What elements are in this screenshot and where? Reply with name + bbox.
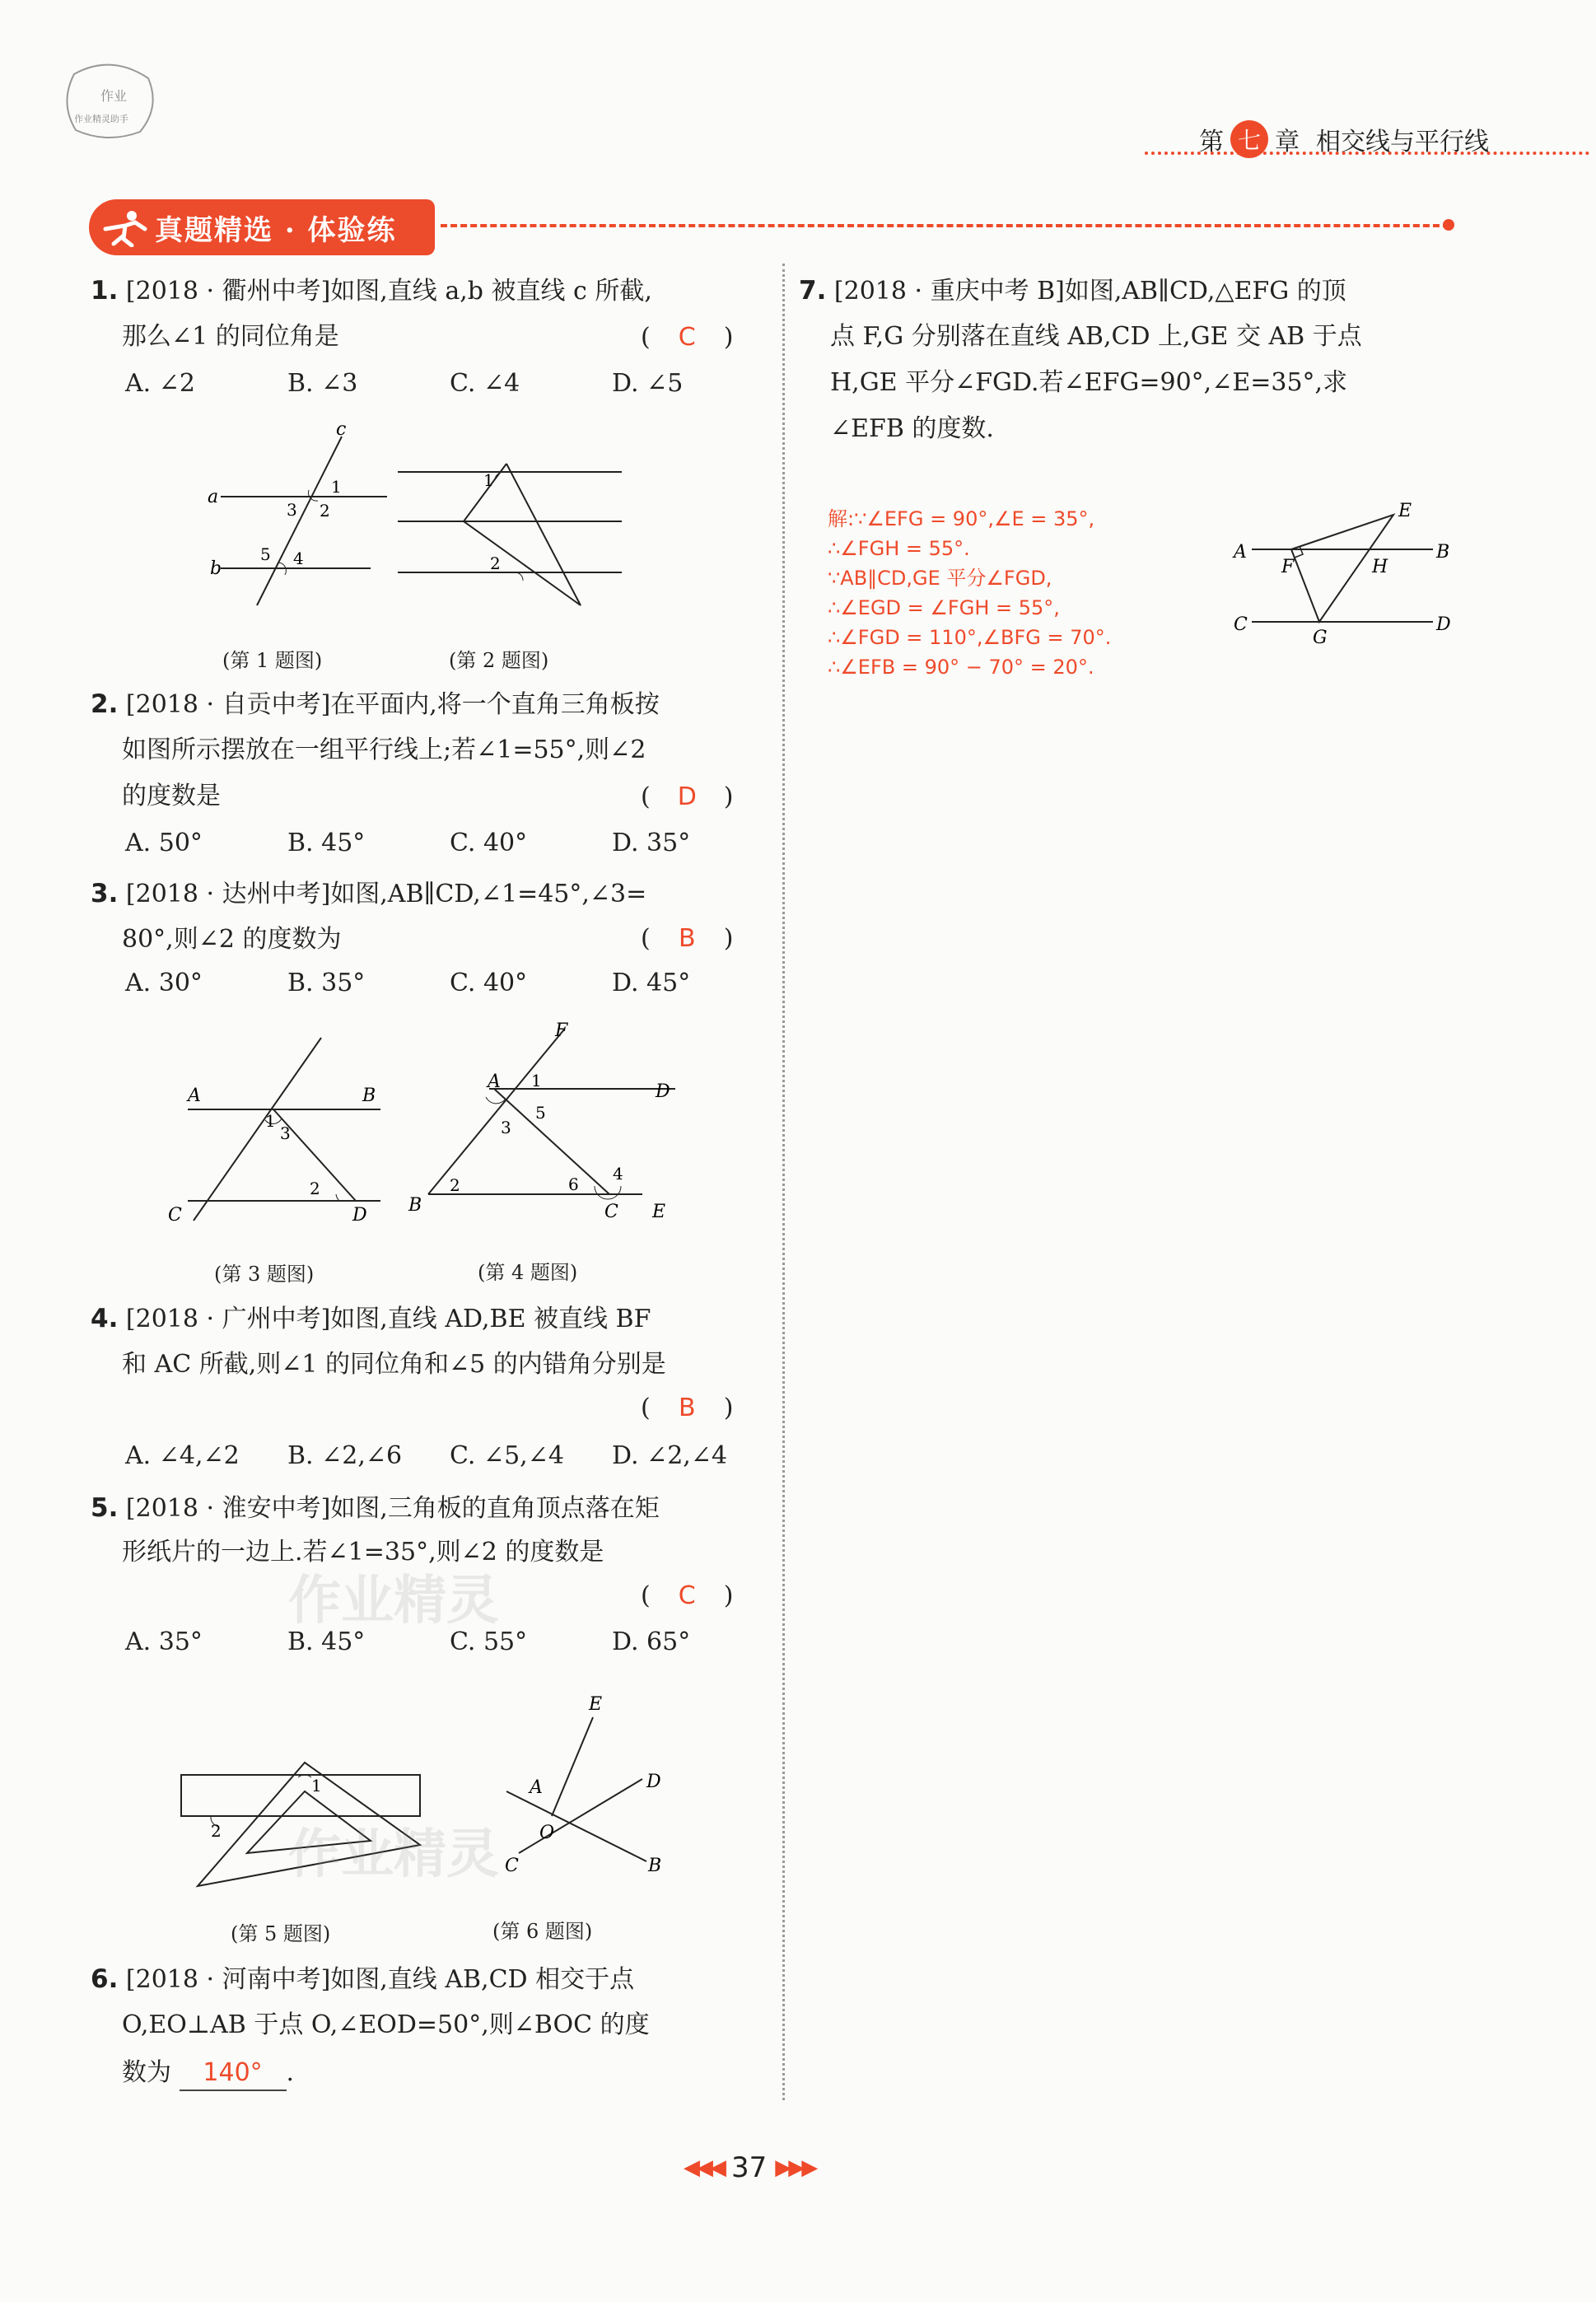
solution-line: ∴∠EFB = 90° − 70° = 20°.: [828, 656, 1094, 679]
svg-text:1: 1: [331, 477, 342, 497]
figure-1: [206, 420, 404, 618]
svg-text:2: 2: [310, 1179, 320, 1198]
chapter-title: 相交线与平行线: [1316, 128, 1489, 156]
q2-answer: D: [677, 782, 697, 811]
svg-text:A: A: [188, 1086, 201, 1106]
svg-text:F: F: [1281, 557, 1295, 577]
svg-text:2: 2: [450, 1175, 460, 1195]
q4-options: A. ∠4,∠2 B. ∠2,∠6 C. ∠5,∠4 D. ∠2,∠4: [125, 1441, 728, 1470]
header-dotted-rule: [1145, 152, 1589, 155]
q7-line2: 点 F,G 分别落在直线 AB,CD 上,GE 交 AB 于点: [830, 322, 1362, 351]
q1-answer: C: [678, 323, 696, 352]
svg-text:a: a: [208, 487, 219, 507]
q1-line1: 1. [2018 · 衢州中考]如图,直线 a,b 被直线 c 所截,: [91, 276, 652, 306]
q7-line1: 7. [2018 · 重庆中考 B]如图,AB∥CD,△EFG 的顶: [799, 276, 1346, 306]
q1-line2: 那么∠1 的同位角是: [122, 322, 339, 351]
svg-text:2: 2: [320, 501, 330, 521]
q5-line1: 5. [2018 · 淮安中考]如图,三角板的直角顶点落在矩: [91, 1493, 660, 1523]
svg-text:1: 1: [311, 1776, 322, 1795]
chapter-prefix: 第: [1199, 128, 1224, 156]
q3-line1: 3. [2018 · 达州中考]如图,AB∥CD,∠1=45°,∠3=: [91, 879, 647, 908]
svg-text:C: C: [604, 1202, 618, 1222]
svg-text:C: C: [1234, 614, 1248, 635]
q7-solution: [828, 504, 1111, 682]
svg-text:4: 4: [613, 1164, 623, 1184]
runner-icon: [99, 208, 150, 247]
figure-7: [1227, 498, 1466, 651]
svg-text:B: B: [1436, 542, 1450, 563]
svg-text:B: B: [648, 1856, 662, 1876]
q6-answer-blank: 140°: [180, 2057, 287, 2091]
figure-3: [165, 1030, 387, 1235]
q2-answer-bracket: ( D ): [641, 782, 734, 811]
svg-text:3: 3: [287, 500, 297, 520]
svg-text:3: 3: [501, 1118, 511, 1137]
solution-line: ∴∠FGD = 110°,∠BFG = 70°.: [828, 626, 1112, 649]
q4-line1: 4. [2018 · 广州中考]如图,直线 AD,BE 被直线 BF: [91, 1304, 651, 1333]
svg-text:5: 5: [260, 544, 271, 564]
caption-fig4: (第 4 题图): [478, 1261, 578, 1284]
q3-line2: 80°,则∠2 的度数为: [122, 925, 342, 954]
solution-line: ∴∠FGH = 55°.: [828, 537, 970, 560]
solution-line: ∵AB∥CD,GE 平分∠FGD,: [828, 567, 1052, 590]
svg-text:D: D: [646, 1772, 661, 1792]
svg-text:作业: 作业: [100, 88, 128, 104]
q5-answer-bracket: ( C ): [641, 1581, 734, 1610]
svg-text:H: H: [1372, 557, 1388, 577]
q3-answer-bracket: ( B ): [641, 924, 734, 953]
svg-text:1: 1: [531, 1071, 542, 1090]
q5-line2: 形纸片的一边上.若∠1=35°,则∠2 的度数是: [122, 1538, 604, 1567]
section-rule-dot: [1443, 219, 1454, 231]
q4-line2: 和 AC 所截,则∠1 的同位角和∠5 的内错角分别是: [122, 1350, 666, 1379]
q6-line3: 数为 140° .: [122, 2049, 294, 2097]
svg-text:4: 4: [293, 549, 304, 568]
chapter-number-badge: 七: [1230, 120, 1268, 158]
figure-2: [391, 449, 630, 614]
q1-options: A. ∠2 B. ∠3 C. ∠4 D. ∠5: [125, 369, 684, 398]
solution-line: 解:∵∠EFG = 90°,∠E = 35°,: [828, 507, 1095, 530]
q1-answer-bracket: ( C ): [641, 323, 734, 352]
svg-text:1: 1: [483, 470, 494, 490]
svg-text:F: F: [555, 1021, 568, 1041]
svg-text:A: A: [530, 1777, 543, 1798]
section-banner: [89, 199, 435, 255]
q2-line2: 如图所示摆放在一组平行线上;若∠1=55°,则∠2: [122, 735, 646, 764]
q5-answer: C: [678, 1581, 696, 1610]
svg-text:5: 5: [535, 1103, 546, 1123]
q7-line3: H,GE 平分∠FGD.若∠EFG=90°,∠E=35°,求: [830, 368, 1348, 397]
svg-text:B: B: [408, 1195, 422, 1216]
svg-text:O: O: [539, 1823, 555, 1843]
page-footer: [684, 2151, 814, 2184]
caption-fig5: (第 5 题图): [231, 1922, 331, 1945]
svg-text:D: D: [1436, 614, 1451, 635]
q3-answer: B: [678, 924, 696, 953]
caption-fig1: (第 1 题图): [222, 649, 323, 672]
svg-text:A: A: [1234, 542, 1247, 563]
prev-arrows-icon: ◀◀◀: [684, 2155, 723, 2180]
svg-text:3: 3: [280, 1123, 291, 1143]
q3-options: A. 30° B. 35° C. 40° D. 45°: [125, 969, 691, 997]
svg-text:E: E: [1398, 501, 1412, 521]
svg-text:E: E: [652, 1202, 666, 1222]
next-arrows-icon: ▶▶▶: [775, 2155, 815, 2180]
svg-text:6: 6: [568, 1174, 579, 1194]
q4-answer-bracket: ( B ): [641, 1394, 734, 1422]
svg-text:B: B: [362, 1086, 376, 1106]
figure-4: [404, 1021, 684, 1235]
svg-text:作业精灵助手: 作业精灵助手: [74, 114, 128, 124]
q7-line4: ∠EFB 的度数.: [830, 414, 994, 443]
svg-text:D: D: [352, 1205, 367, 1226]
caption-fig3: (第 3 题图): [214, 1263, 315, 1286]
svg-text:D: D: [656, 1081, 670, 1102]
svg-text:C: C: [505, 1856, 519, 1876]
svg-text:b: b: [210, 558, 222, 579]
q5-options: A. 35° B. 45° C. 55° D. 65°: [125, 1627, 691, 1656]
svg-text:1: 1: [265, 1111, 276, 1131]
stamp-logo: [58, 58, 165, 148]
svg-text:E: E: [589, 1694, 603, 1715]
watermark: 作业精灵: [288, 1571, 499, 1632]
svg-text:2: 2: [211, 1821, 222, 1841]
svg-text:c: c: [336, 420, 347, 440]
svg-text:C: C: [168, 1205, 182, 1226]
q2-line3: 的度数是: [122, 782, 221, 810]
chapter-suffix: 章: [1275, 128, 1300, 156]
svg-text:G: G: [1313, 628, 1328, 648]
q6-line1: 6. [2018 · 河南中考]如图,直线 AB,CD 相交于点: [91, 1964, 635, 1994]
q2-options: A. 50° B. 45° C. 40° D. 35°: [125, 829, 691, 857]
caption-fig6: (第 6 题图): [492, 1920, 593, 1943]
column-divider: [782, 264, 785, 2100]
caption-fig2: (第 2 题图): [449, 649, 549, 672]
q2-line1: 2. [2018 · 自贡中考]在平面内,将一个直角三角板按: [91, 689, 660, 719]
svg-text:A: A: [488, 1072, 501, 1092]
page-number: 37: [731, 2151, 768, 2184]
q6-line2: O,EO⊥AB 于点 O,∠EOD=50°,则∠BOC 的度: [122, 2010, 650, 2039]
svg-text:2: 2: [490, 553, 501, 573]
q4-answer: B: [678, 1394, 696, 1422]
watermark: 作业精灵: [288, 1824, 499, 1885]
solution-line: ∴∠EGD = ∠FGH = 55°,: [828, 596, 1060, 619]
section-title: 真题精选 · 体验练: [155, 213, 397, 247]
section-dashed-rule: [441, 224, 1449, 227]
